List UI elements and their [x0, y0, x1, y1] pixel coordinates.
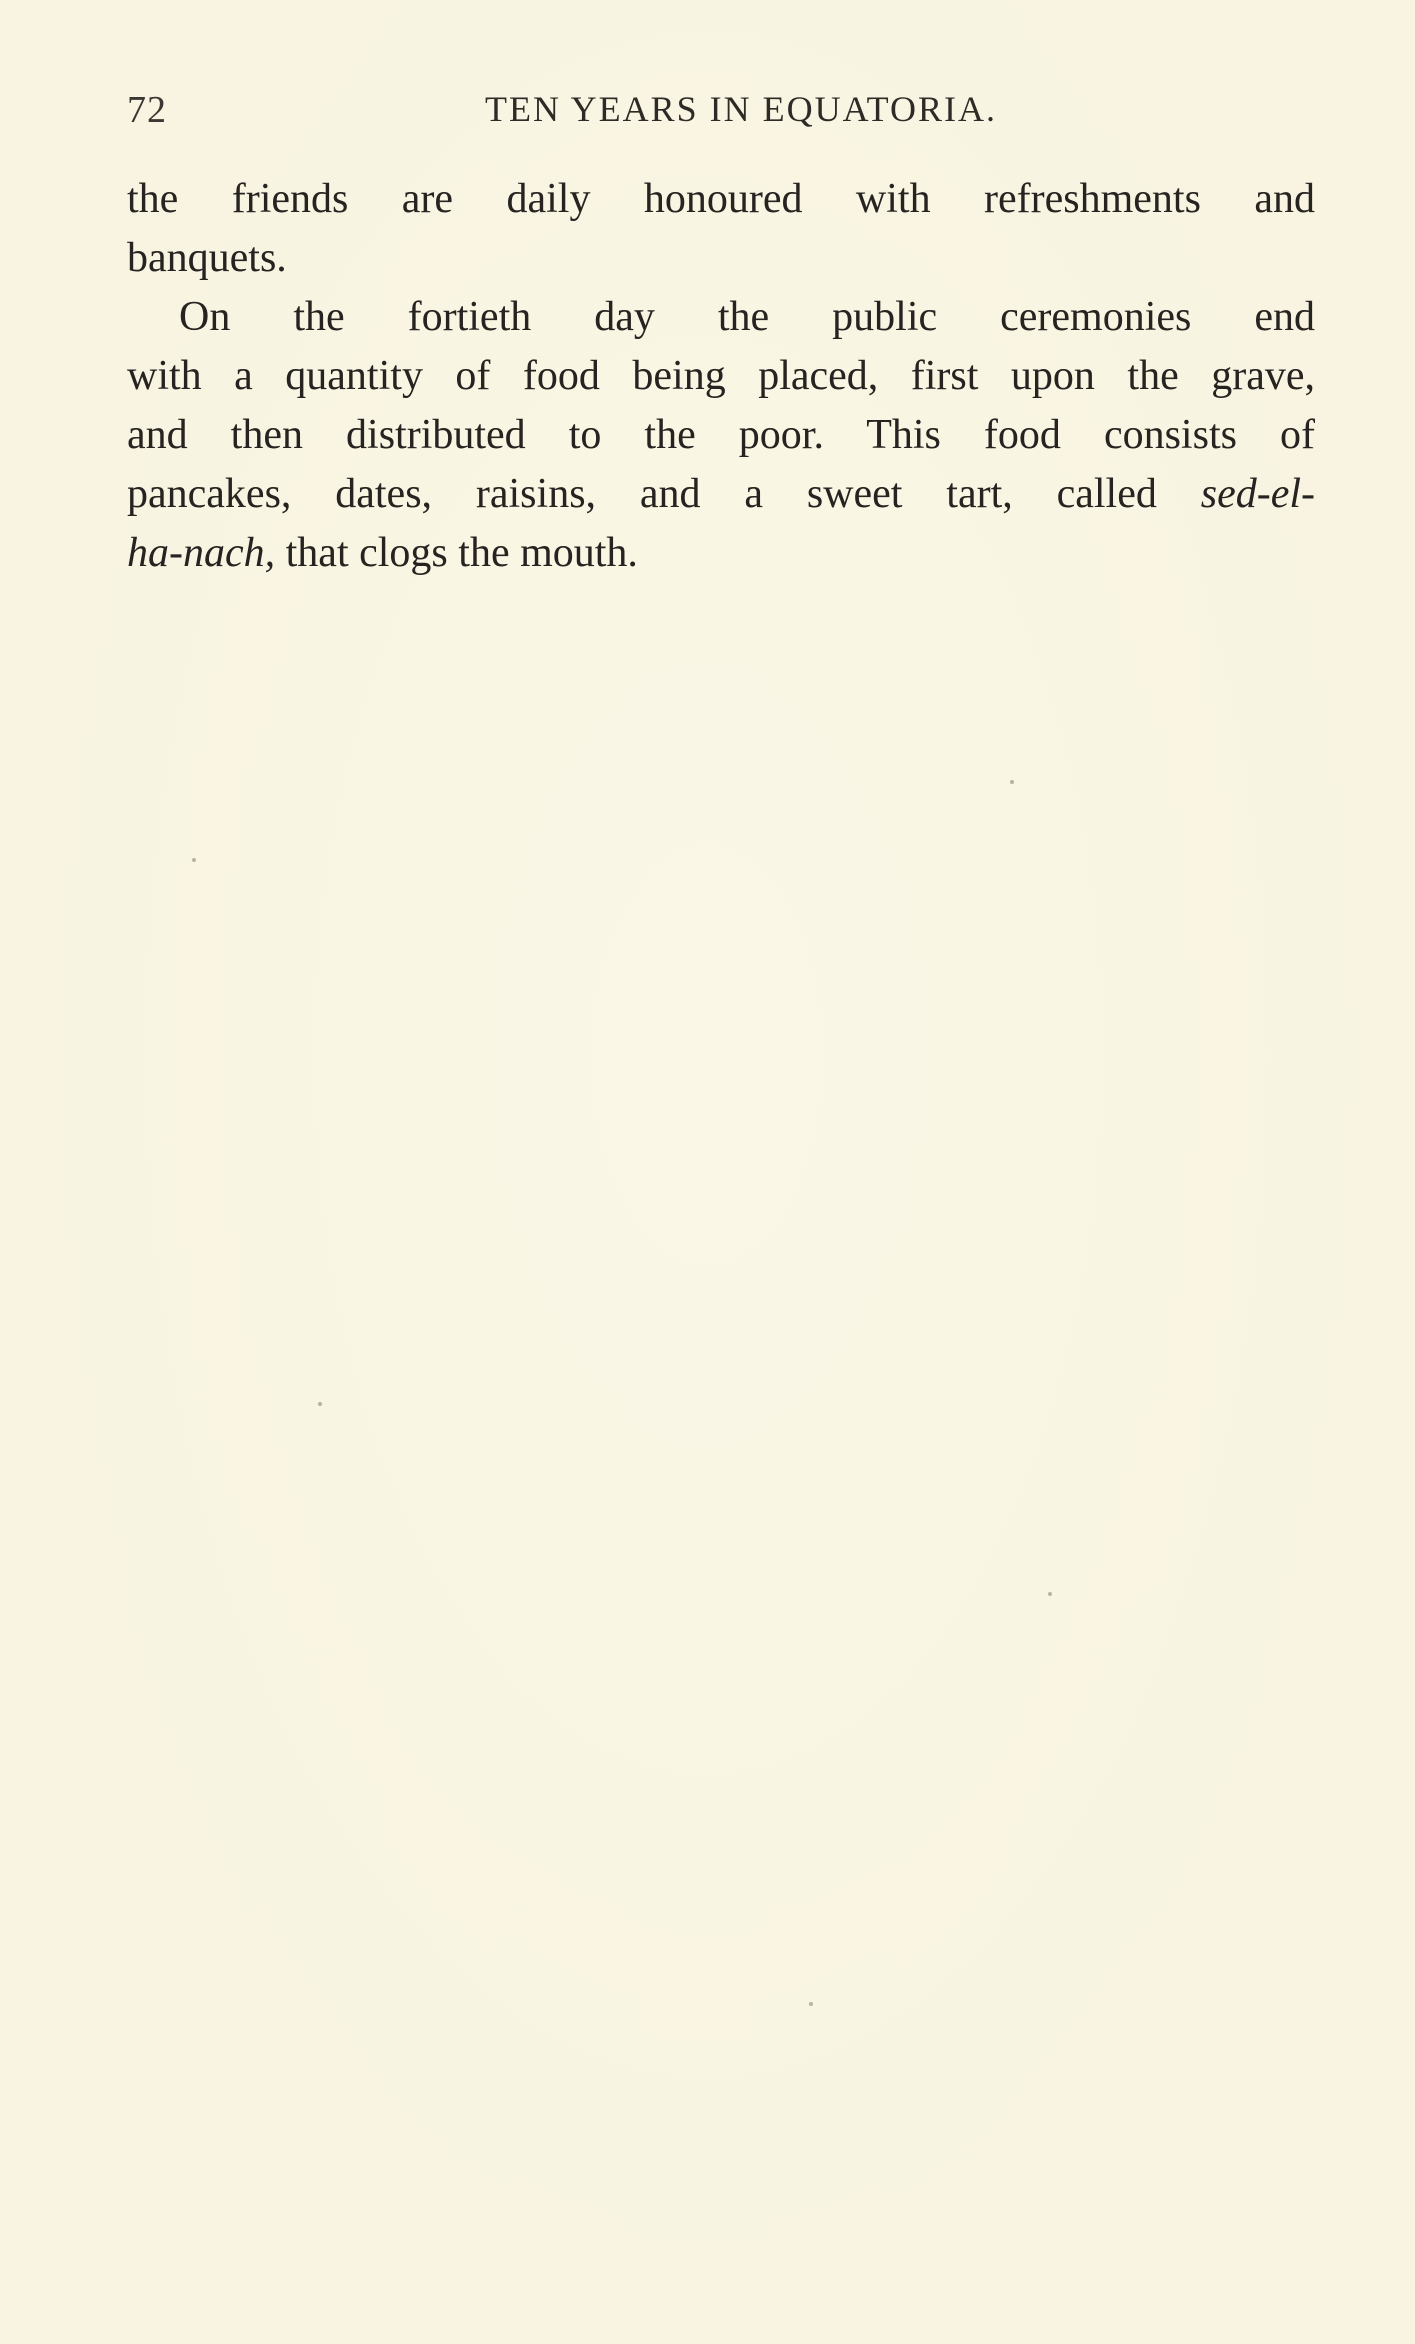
italic-term: ha-nach, — [127, 530, 276, 576]
text-line: On the fortieth day the public ceremonies end — [179, 294, 1315, 340]
paper-speck — [192, 858, 196, 862]
text-line: the friends are daily honoured with refreshments and — [127, 176, 1315, 222]
text-line: and then distributed to the poor. This food consists of — [127, 412, 1315, 458]
running-head — [127, 88, 1315, 138]
body-text — [127, 170, 1315, 583]
text-line: with a quantity of food being placed, first upon the grave, — [127, 353, 1315, 399]
italic-term: sed-el- — [1200, 471, 1315, 517]
text-run: that clogs the mouth. — [275, 530, 638, 576]
paper-speck — [318, 1402, 322, 1406]
text-line — [127, 465, 1315, 524]
text-line — [127, 524, 1315, 583]
paper-speck — [809, 2002, 813, 2006]
text-run: pancakes, dates, raisins, and a sweet tart, called — [127, 471, 1157, 517]
paper-speck — [1010, 780, 1014, 784]
text-line: banquets. — [127, 235, 287, 281]
paper-speck — [1048, 1592, 1052, 1596]
page-number: 72 — [127, 89, 167, 131]
running-title: TEN YEARS IN EQUATORIA. — [485, 89, 997, 129]
